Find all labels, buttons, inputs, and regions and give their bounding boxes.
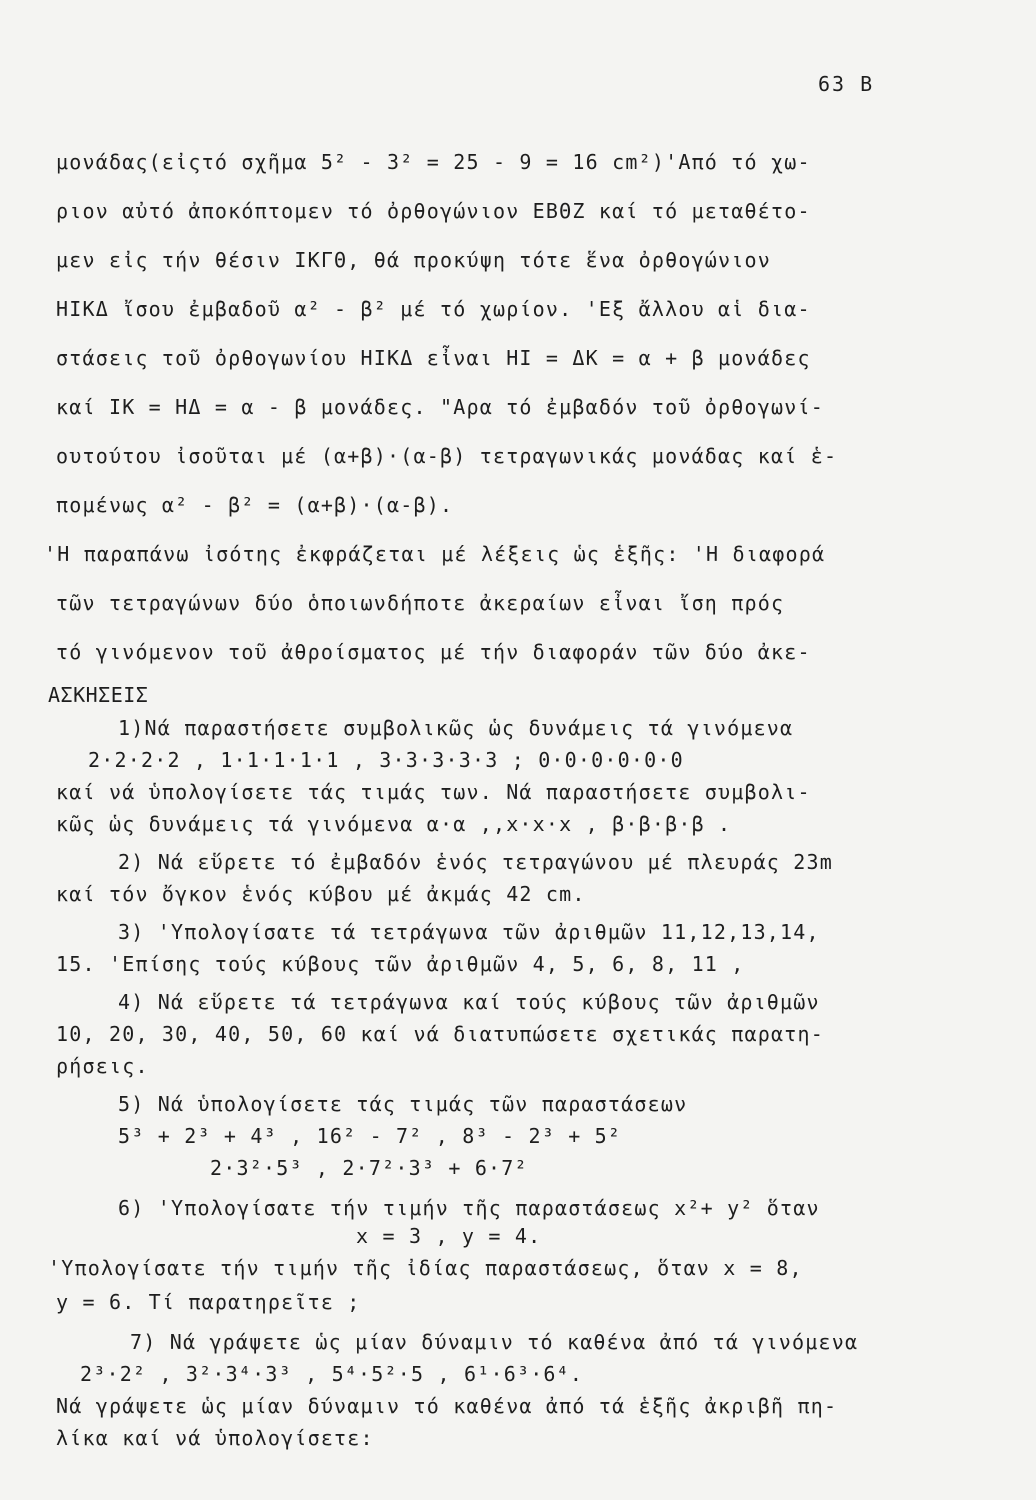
paragraph-line: στάσεις τοῦ ὀρθογωνίου ΗΙΚΔ εἶναι ΗΙ = ΔΚ = α + β μονάδες bbox=[56, 346, 811, 370]
exercise-line: 15. 'Επίσης τούς κύβους τῶν ἀριθμῶν 4, 5, 6, 8, 11 , bbox=[56, 952, 745, 976]
paragraph-line: μονάδας(εἰςτό σχῆμα 5² - 3² = 25 - 9 = 16 cm²)'Από τό χω- bbox=[56, 150, 811, 174]
exercise-line: 3) 'Υπολογίσατε τά τετράγωνα τῶν ἀριθμῶν 11,12,13,14, bbox=[118, 920, 820, 944]
exercise-line: 2·2·2·2 , 1·1·1·1·1 , 3·3·3·3·3 ; 0·0·0·0·0·0 bbox=[88, 748, 684, 772]
exercise-line: λίκα καί νά ὑπολογίσετε: bbox=[56, 1426, 374, 1450]
exercise-line: 10, 20, 30, 40, 50, 60 καί νά διατυπώσετε σχετικάς παρατη- bbox=[56, 1022, 824, 1046]
paragraph-line: ΗΙΚΔ ἴσου ἐμβαδοῦ α² - β² μέ τό χωρίον. 'Εξ ἄλλου αἱ δια- bbox=[56, 297, 811, 321]
paragraph-line: πομένως α² - β² = (α+β)·(α-β). bbox=[56, 493, 454, 517]
paragraph-line: τῶν τετραγώνων δύο ὁποιωνδήποτε ἀκεραίων εἶναι ἴση πρός bbox=[56, 591, 785, 615]
exercise-line: 2·3²·5³ , 2·7²·3³ + 6·7² bbox=[210, 1156, 528, 1180]
exercise-line: 1)Νά παραστήσετε συμβολικῶς ὡς δυνάμεις τά γινόμενα bbox=[118, 716, 794, 740]
exercise-line: καί νά ὑπολογίσετε τάς τιμάς των. Νά παραστήσετε συμβολι- bbox=[56, 780, 811, 804]
exercise-line: Νά γράψετε ὡς μίαν δύναμιν τό καθένα ἀπό τά ἑξῆς ἀκριβῆ πη- bbox=[56, 1394, 838, 1418]
paragraph-line: μεν εἰς τήν θέσιν ΙΚΓΘ, θά προκύψη τότε ἕνα ὀρθογώνιον bbox=[56, 248, 772, 272]
exercise-line: ρήσεις. bbox=[56, 1054, 149, 1078]
paragraph-line: ουτούτου ἰσοῦται μέ (α+β)·(α-β) τετραγωνικάς μονάδας καί ἑ- bbox=[56, 444, 838, 468]
exercise-line: καί τόν ὄγκον ἑνός κύβου μέ ἀκμάς 42 cm. bbox=[56, 882, 586, 906]
paragraph-line: τό γινόμενον τοῦ ἀθροίσματος μέ τήν διαφοράν τῶν δύο ἀκε- bbox=[56, 640, 811, 664]
exercise-line: x = 3 , y = 4. bbox=[356, 1224, 542, 1248]
exercise-line: 7) Νά γράψετε ὡς μίαν δύναμιν τό καθένα ἀπό τά γινόμενα bbox=[130, 1330, 859, 1354]
exercise-line: 5) Νά ὑπολογίσετε τάς τιμάς τῶν παραστάσεων bbox=[118, 1092, 688, 1116]
paragraph-line: καί ΙΚ = ΗΔ = α - β μονάδες. "Αρα τό ἐμβαδόν τοῦ ὀρθογωνί- bbox=[56, 395, 824, 419]
exercise-line: 'Υπολογίσατε τήν τιμήν τῆς ἰδίας παραστάσεως, ὅταν x = 8, bbox=[48, 1256, 803, 1280]
exercise-line: κῶς ὡς δυνάμεις τά γινόμενα α·α ,,x·x·x , β·β·β·β . bbox=[56, 812, 732, 836]
paragraph-line: 'Η παραπάνω ἰσότης ἐκφράζεται μέ λέξεις ὡς ἑξῆς: 'Η διαφορά bbox=[44, 542, 826, 566]
exercises-heading: ΑΣΚΗΣΕΙΣ bbox=[48, 683, 149, 707]
exercise-line: 2) Νά εὕρετε τό ἐμβαδόν ἑνός τετραγώνου μέ πλευράς 23m bbox=[118, 850, 834, 874]
exercise-line: 4) Νά εὕρετε τά τετράγωνα καί τούς κύβους τῶν ἀριθμῶν bbox=[118, 990, 820, 1014]
exercise-line: y = 6. Τί παρατηρεῖτε ; bbox=[56, 1290, 361, 1314]
exercise-line: 5³ + 2³ + 4³ , 16² - 7² , 8³ - 2³ + 5² bbox=[118, 1124, 622, 1148]
paragraph-line: ριον αὐτό ἀποκόπτομεν τό ὀρθογώνιον ΕΒΘΖ καί τό μεταθέτο- bbox=[56, 199, 811, 223]
page-number: 63 Β bbox=[818, 72, 875, 96]
exercise-line: 6) 'Υπολογίσατε τήν τιμήν τῆς παραστάσεως x²+ y² ὅταν bbox=[118, 1196, 820, 1220]
exercise-line: 2³·2² , 3²·3⁴·3³ , 5⁴·5²·5 , 6¹·6³·6⁴. bbox=[80, 1362, 584, 1386]
